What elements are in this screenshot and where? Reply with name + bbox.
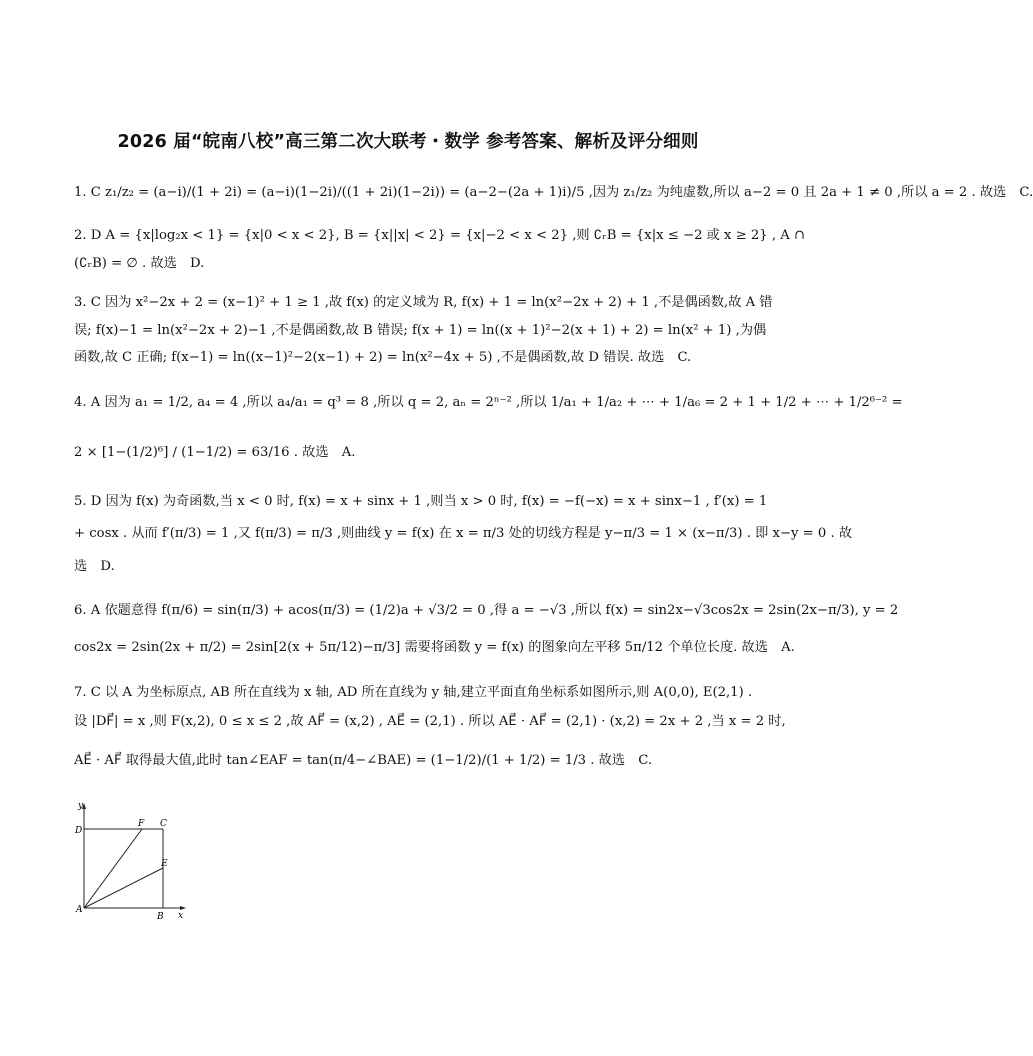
answer-7-line-2: 设 |DF⃗| = x ,则 F(x,2), 0 ≤ x ≤ 2 ,故 AF⃗ = (x,2) , AE⃗ = (2,1) . 所以 AE⃗ · AF⃗ = (2,1) · (x,2) = 2x + 2 ,当 x = 2 时, — [74, 714, 786, 729]
segment-af — [84, 829, 142, 908]
answer-5-line-2: + cosx . 从而 f′(π/3) = 1 ,又 f(π/3) = π/3 ,则曲线 y = f(x) 在 x = π/3 处的切线方程是 y−π/3 = 1 × (x−π/3) . 即 x−y = 0 . 故 — [74, 526, 853, 541]
answer-1-line-1: 1. C z₁/z₂ = (a−i)/(1 + 2i) = (a−i)(1−2i)/((1 + 2i)(1−2i)) = (a−2−(2a + 1)i)/5 ,因为 z₁/z₂ 为纯虚数,所以 a−2 = 0 且 2a + 1 ≠ 0 ,所以 a = 2 . 故选 C. — [74, 185, 1033, 200]
segment-ae — [84, 868, 163, 908]
answer-5-line-1: 5. D 因为 f(x) 为奇函数,当 x < 0 时, f(x) = x + sinx + 1 ,则当 x > 0 时, f(x) = −f(−x) = x + sinx−1 , f′(x) = 1 — [74, 494, 768, 509]
point-c-label: C — [160, 819, 167, 829]
answer-6-line-1: 6. A 依题意得 f(π/6) = sin(π/3) + acos(π/3) = (1/2)a + √3/2 = 0 ,得 a = −√3 ,所以 f(x) = sin2x−√3cos2x = 2sin(2x−π/3), y = 2 — [74, 603, 899, 618]
point-a-label: A — [76, 905, 83, 915]
answer-4-line-2: 2 × [1−(1/2)⁶] / (1−1/2) = 63/16 . 故选 A. — [74, 445, 356, 460]
answer-7-line-3: AE⃗ · AF⃗ 取得最大值,此时 tan∠EAF = tan(π/4−∠BAE) = (1−1/2)/(1 + 1/2) = 1/3 . 故选 C. — [74, 753, 653, 768]
point-f-label: F — [138, 819, 145, 829]
answer-2-line-1: 2. D A = {x|log₂x < 1} = {x|0 < x < 2}, B = {x||x| < 2} = {x|−2 < x < 2} ,则 ∁ᵣB = {x|x ≤ −2 或 x ≥ 2} , A ∩ — [74, 228, 806, 243]
answer-6-line-2: cos2x = 2sin(2x + π/2) = 2sin[2(x + 5π/12)−π/3] 需要将函数 y = f(x) 的图象向左平移 5π/12 个单位长度. 故选 A. — [74, 640, 795, 655]
answer-5-line-3: 选 D. — [74, 559, 115, 574]
page-title: 2026 届“皖南八校”高三第二次大联考・数学 参考答案、解析及评分细则 — [117, 132, 699, 152]
coordinate-diagram — [70, 800, 194, 922]
x-axis-label: x — [178, 911, 184, 921]
point-b-label: B — [157, 912, 164, 922]
answer-3-line-1: 3. C 因为 x²−2x + 2 = (x−1)² + 1 ≥ 1 ,故 f(x) 的定义域为 R, f(x) + 1 = ln(x²−2x + 2) + 1 ,不是偶函数,故 A 错 — [74, 295, 773, 310]
y-axis-label: y — [78, 801, 84, 811]
point-e-label: E — [161, 859, 168, 869]
x-axis-arrow — [180, 906, 186, 910]
answer-7-line-1: 7. C 以 A 为坐标原点, AB 所在直线为 x 轴, AD 所在直线为 y 轴,建立平面直角坐标系如图所示,则 A(0,0), E(2,1) . — [74, 685, 753, 700]
answer-3-line-2: 误; f(x)−1 = ln(x²−2x + 2)−1 ,不是偶函数,故 B 错误; f(x + 1) = ln((x + 1)²−2(x + 1) + 2) = ln(x² + 1) ,为偶 — [74, 323, 767, 338]
answer-3-line-3: 函数,故 C 正确; f(x−1) = ln((x−1)²−2(x−1) + 2) = ln(x²−4x + 5) ,不是偶函数,故 D 错误. 故选 C. — [74, 350, 692, 365]
answer-4-line-1: 4. A 因为 a₁ = 1/2, a₄ = 4 ,所以 a₄/a₁ = q³ = 8 ,所以 q = 2, aₙ = 2ⁿ⁻² ,所以 1/a₁ + 1/a₂ + ⋯ + 1/a₆ = 2 + 1 + 1/2 + ⋯ + 1/2⁶⁻² = — [74, 395, 903, 410]
answer-2-line-2: (∁ᵣB) = ∅ . 故选 D. — [74, 256, 205, 271]
point-d-label: D — [75, 826, 83, 836]
